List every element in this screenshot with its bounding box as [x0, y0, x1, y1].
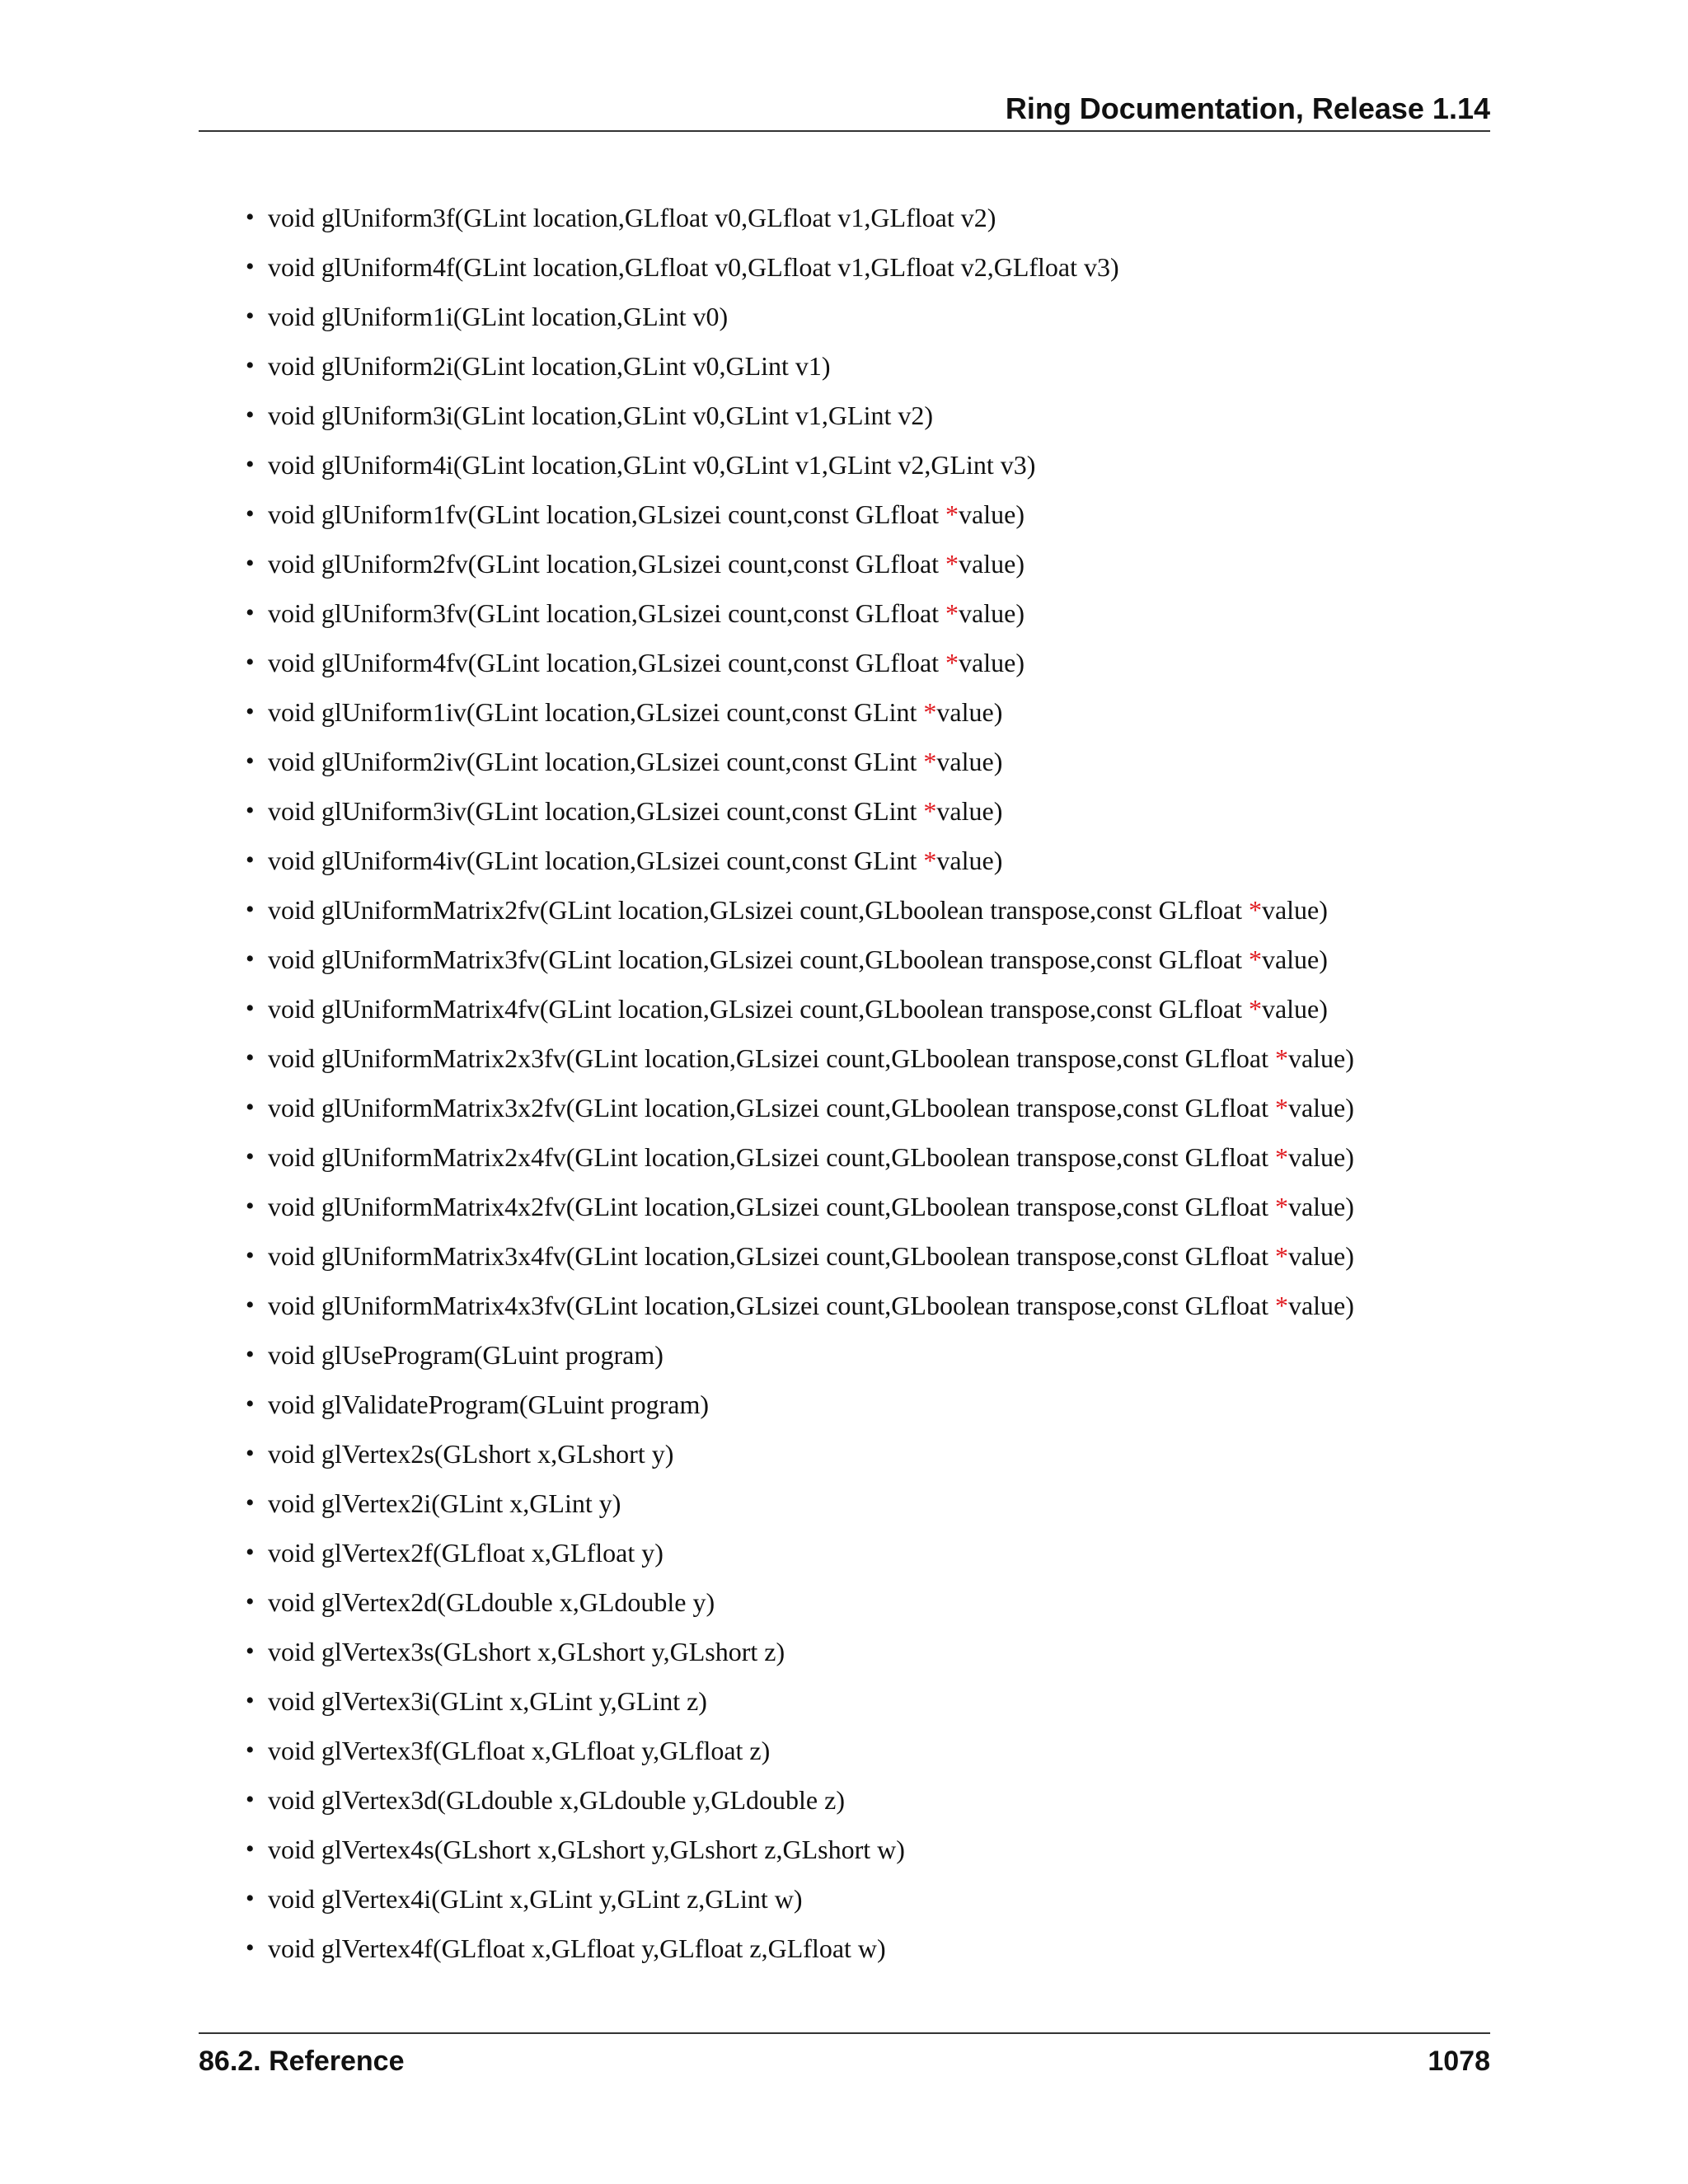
function-reference-content: [199, 193, 1490, 1973]
function-signature: void glVertex3f(GLfloat x,GLfloat y,GLfloat z): [268, 1736, 771, 1765]
function-signature: void glVertex3d(GLdouble x,GLdouble y,GLdouble z): [268, 1785, 845, 1815]
function-signature-tail: value): [936, 697, 1003, 727]
function-signature: void glUniform4i(GLint location,GLint v0,GLint v1,GLint v2,GLint v3): [268, 450, 1036, 480]
bullet-icon: •: [246, 1638, 255, 1665]
list-item: [199, 687, 1490, 737]
pointer-star: *: [1248, 895, 1262, 925]
list-item: [199, 1479, 1490, 1528]
function-signature: void glUniform2fv(GLint location,GLsizei count,const GLfloat: [268, 549, 946, 579]
function-signature-tail: value): [959, 648, 1025, 677]
function-list: [199, 193, 1490, 1973]
bullet-icon: •: [246, 1588, 255, 1615]
bullet-icon: •: [246, 1044, 255, 1071]
bullet-icon: •: [246, 748, 255, 775]
function-signature: void glUniformMatrix2x4fv(GLint location,GLsizei count,GLboolean transpose,const GLfloat: [268, 1142, 1275, 1172]
function-signature: void glUniform2iv(GLint location,GLsizei count,const GLint: [268, 747, 924, 776]
function-signature: void glUniformMatrix4x3fv(GLint location,GLsizei count,GLboolean transpose,const GLfloat: [268, 1291, 1275, 1320]
pointer-star: *: [945, 499, 959, 529]
function-signature: void glVertex4i(GLint x,GLint y,GLint z,GLint w): [268, 1884, 803, 1914]
pointer-star: *: [1274, 1291, 1288, 1320]
list-item: [199, 1627, 1490, 1676]
pointer-star: *: [945, 648, 959, 677]
bullet-icon: •: [246, 995, 255, 1022]
bullet-icon: •: [246, 401, 255, 429]
pointer-star: *: [1274, 1093, 1288, 1122]
bullet-icon: •: [246, 649, 255, 676]
bullet-icon: •: [246, 1242, 255, 1269]
pointer-star: *: [1248, 994, 1262, 1024]
function-signature: void glVertex3i(GLint x,GLint y,GLint z): [268, 1686, 707, 1716]
list-item: [199, 193, 1490, 242]
function-signature: void glUniform4fv(GLint location,GLsizei count,const GLfloat: [268, 648, 946, 677]
pointer-star: *: [1248, 944, 1262, 974]
bullet-icon: •: [246, 797, 255, 824]
bullet-icon: •: [246, 1687, 255, 1714]
function-signature-tail: value): [1287, 1142, 1354, 1172]
function-signature: void glUniformMatrix2x3fv(GLint location,GLsizei count,GLboolean transpose,const GLfloat: [268, 1043, 1275, 1073]
pointer-star: *: [1274, 1241, 1288, 1271]
function-signature: void glUniformMatrix2fv(GLint location,GLsizei count,GLboolean transpose,const GLfloat: [268, 895, 1249, 925]
bullet-icon: •: [246, 1390, 255, 1418]
pointer-star: *: [1274, 1043, 1288, 1073]
list-item: [199, 1033, 1490, 1083]
function-signature-tail: value): [959, 549, 1025, 579]
bullet-icon: •: [246, 302, 255, 330]
list-item: [199, 786, 1490, 836]
function-signature: void glUniformMatrix4x2fv(GLint location,GLsizei count,GLboolean transpose,const GLfloat: [268, 1192, 1275, 1221]
bullet-icon: •: [246, 500, 255, 527]
page-footer: [199, 2032, 1490, 2083]
bullet-icon: •: [246, 1489, 255, 1516]
function-signature: void glUniform1iv(GLint location,GLsizei count,const GLint: [268, 697, 924, 727]
function-signature: void glVertex2d(GLdouble x,GLdouble y): [268, 1587, 715, 1617]
function-signature: void glUniform2i(GLint location,GLint v0,GLint v1): [268, 351, 831, 381]
bullet-icon: •: [246, 945, 255, 972]
function-signature: void glVertex4f(GLfloat x,GLfloat y,GLfloat z,GLfloat w): [268, 1933, 886, 1963]
list-item: [199, 1182, 1490, 1231]
function-signature: void glUseProgram(GLuint program): [268, 1340, 663, 1370]
list-item: [199, 1676, 1490, 1726]
bullet-icon: •: [246, 896, 255, 923]
function-signature: void glUniform3iv(GLint location,GLsizei count,const GLint: [268, 796, 924, 826]
list-item: [199, 1132, 1490, 1182]
list-item: [199, 1380, 1490, 1429]
function-signature-tail: value): [959, 598, 1025, 628]
list-item: [199, 1429, 1490, 1479]
pointer-star: *: [1274, 1142, 1288, 1172]
function-signature-tail: value): [1287, 1241, 1354, 1271]
list-item: [199, 1726, 1490, 1775]
bullet-icon: •: [246, 1291, 255, 1319]
bullet-icon: •: [246, 698, 255, 725]
function-signature: void glUniformMatrix3x4fv(GLint location,GLsizei count,GLboolean transpose,const GLfloat: [268, 1241, 1275, 1271]
function-signature: void glUniform3i(GLint location,GLint v0,GLint v1,GLint v2): [268, 401, 934, 430]
function-signature: void glUniform3f(GLint location,GLfloat v0,GLfloat v1,GLfloat v2): [268, 203, 996, 232]
function-signature: void glUniform1fv(GLint location,GLsizei count,const GLfloat: [268, 499, 946, 529]
list-item: [199, 1330, 1490, 1380]
function-signature-tail: value): [936, 796, 1003, 826]
bullet-icon: •: [246, 1786, 255, 1813]
list-item: [199, 391, 1490, 440]
function-signature-tail: value): [1287, 1291, 1354, 1320]
list-item: [199, 440, 1490, 490]
section-label: 86.2. Reference: [199, 2046, 405, 2077]
bullet-icon: •: [246, 599, 255, 626]
function-signature-tail: value): [1261, 994, 1328, 1024]
function-signature-tail: value): [1287, 1192, 1354, 1221]
function-signature-tail: value): [936, 846, 1003, 875]
list-item: [199, 1825, 1490, 1874]
page-header: [199, 89, 1490, 132]
list-item: [199, 1874, 1490, 1924]
function-signature: void glUniform3fv(GLint location,GLsizei count,const GLfloat: [268, 598, 946, 628]
function-signature-tail: value): [936, 747, 1003, 776]
pointer-star: *: [923, 846, 937, 875]
list-item: [199, 539, 1490, 588]
function-signature: void glValidateProgram(GLuint program): [268, 1390, 709, 1419]
list-item: [199, 836, 1490, 885]
function-signature: void glUniformMatrix4fv(GLint location,GLsizei count,GLboolean transpose,const GLfloat: [268, 994, 1249, 1024]
page-number: 1078: [1428, 2046, 1490, 2077]
function-signature: void glVertex2i(GLint x,GLint y): [268, 1488, 621, 1518]
bullet-icon: •: [246, 1835, 255, 1863]
list-item: [199, 490, 1490, 539]
bullet-icon: •: [246, 1094, 255, 1121]
function-signature-tail: value): [959, 499, 1025, 529]
function-signature: void glVertex2s(GLshort x,GLshort y): [268, 1439, 674, 1469]
document-title: Ring Documentation, Release 1.14: [1005, 91, 1490, 125]
function-signature: void glVertex3s(GLshort x,GLshort y,GLshort z): [268, 1637, 785, 1666]
list-item: [199, 1281, 1490, 1330]
bullet-icon: •: [246, 550, 255, 577]
bullet-icon: •: [246, 1440, 255, 1467]
list-item: [199, 1231, 1490, 1281]
bullet-icon: •: [246, 1885, 255, 1912]
function-signature: void glUniform4f(GLint location,GLfloat v0,GLfloat v1,GLfloat v2,GLfloat v3): [268, 252, 1119, 282]
list-item: [199, 984, 1490, 1033]
list-item: [199, 638, 1490, 687]
bullet-icon: •: [246, 846, 255, 874]
list-item: [199, 341, 1490, 391]
bullet-icon: •: [246, 253, 255, 280]
pointer-star: *: [923, 747, 937, 776]
bullet-icon: •: [246, 1934, 255, 1961]
pointer-star: *: [945, 549, 959, 579]
list-item: [199, 1577, 1490, 1627]
list-item: [199, 1083, 1490, 1132]
list-item: [199, 292, 1490, 341]
function-signature-tail: value): [1261, 895, 1328, 925]
pointer-star: *: [945, 598, 959, 628]
bullet-icon: •: [246, 1341, 255, 1368]
pointer-star: *: [923, 796, 937, 826]
function-signature: void glUniformMatrix3x2fv(GLint location,GLsizei count,GLboolean transpose,const GLfloat: [268, 1093, 1275, 1122]
list-item: [199, 737, 1490, 786]
function-signature-tail: value): [1261, 944, 1328, 974]
function-signature: void glVertex4s(GLshort x,GLshort y,GLshort z,GLshort w): [268, 1835, 905, 1864]
bullet-icon: •: [246, 1736, 255, 1764]
bullet-icon: •: [246, 1539, 255, 1566]
list-item: [199, 885, 1490, 935]
list-item: [199, 1528, 1490, 1577]
list-item: [199, 242, 1490, 292]
pointer-star: *: [923, 697, 937, 727]
bullet-icon: •: [246, 352, 255, 379]
bullet-icon: •: [246, 1193, 255, 1220]
pointer-star: *: [1274, 1192, 1288, 1221]
list-item: [199, 935, 1490, 984]
list-item: [199, 1775, 1490, 1825]
function-signature-tail: value): [1287, 1093, 1354, 1122]
function-signature: void glUniform4iv(GLint location,GLsizei count,const GLint: [268, 846, 924, 875]
function-signature: void glUniformMatrix3fv(GLint location,GLsizei count,GLboolean transpose,const GLfloat: [268, 944, 1249, 974]
function-signature-tail: value): [1287, 1043, 1354, 1073]
list-item: [199, 1924, 1490, 1973]
bullet-icon: •: [246, 204, 255, 231]
bullet-icon: •: [246, 451, 255, 478]
function-signature: void glVertex2f(GLfloat x,GLfloat y): [268, 1538, 663, 1568]
function-signature: void glUniform1i(GLint location,GLint v0): [268, 302, 729, 331]
list-item: [199, 588, 1490, 638]
bullet-icon: •: [246, 1143, 255, 1170]
